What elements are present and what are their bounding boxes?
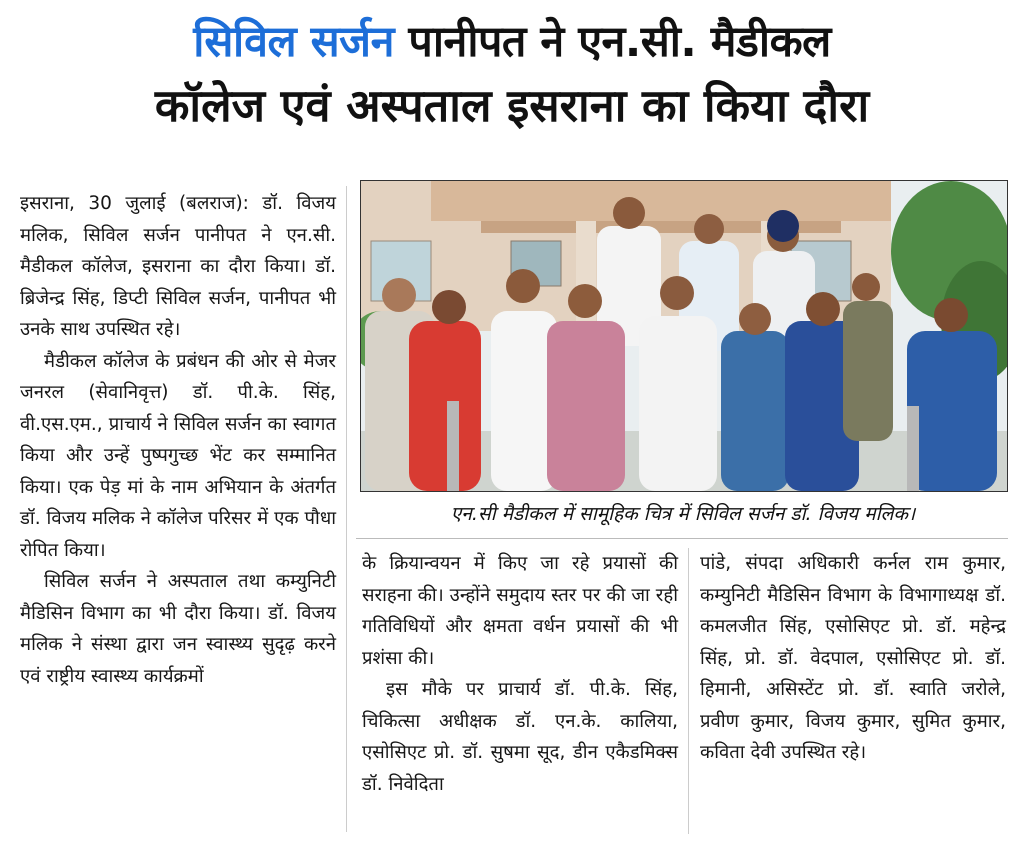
headline-line-1-rest: पानीपत ने एन.सी. मैडीकल [393,17,831,67]
group-photo [360,180,1008,492]
paragraph: सिविल सर्जन ने अस्पताल तथा कम्युनिटी मैडिसिन विभाग का भी दौरा किया। डॉ. विजय मलिक ने संस्था द्वारा जन स्वास्थ्य सुदृढ़ करने एवं राष्ट्रीय स्वास्थ्य कार्यक्रमों [20,571,336,687]
article-column-1 [20,188,336,692]
caption-divider [356,538,1008,539]
column-divider [346,186,347,832]
headline-line-1 [14,10,1010,74]
headline-line-2: कॉलेज एवं अस्पताल इसराना का किया दौरा [154,79,870,132]
paragraph: इसराना, 30 जुलाई (बलराज): डॉ. विजय मलिक, सिविल सर्जन पानीपत ने एन.सी. मैडीकल कॉलेज, इसराना का दौरा किया। डॉ. ब्रिजेन्द्र सिंह, डिप्टी सिविल सर्जन, पानीपत भी उनके साथ उपस्थित रहे। [20,193,336,340]
photo-caption: एन.सी मैडीकल में सामूहिक चित्र में सिविल सर्जन डॉ. विजय मलिक। [450,503,916,525]
paragraph: इस मौके पर प्राचार्य डॉ. पी.के. सिंह, चिकित्सा अधीक्षक डॉ. एन.के. कालिया, एसोसिएट प्रो. डॉ. सुषमा सूद, डीन एकैडमिक्स डॉ. निवेदिता [362,679,678,795]
article-column-2 [362,548,678,800]
paragraph: पांडे, संपदा अधिकारी कर्नल राम कुमार, कम्युनिटी मैडिसिन विभाग के विभागाध्यक्ष डॉ. कमलजीत सिंह, एसोसिएट प्रो. डॉ. महेन्द्र सिंह, प्रो. डॉ. वेदपाल, एसोसिएट प्रो. डॉ. हिमानी, असिस्टेंट प्रो. डॉ. स्वाति जरोले, प्रवीण कुमार, विजय कुमार, सुमित कुमार, कविता देवी उपस्थित रहे। [700,553,1006,763]
paragraph: मैडीकल कॉलेज के प्रबंधन की ओर से मेजर जनरल (सेवानिवृत्त) डॉ. पी.के. सिंह, वी.एस.एम., प्राचार्य ने सिविल सर्जन का स्वागत किया और उन्हें पुष्पगुच्छ भेंट कर सम्मानित किया। एक पेड़ मां के नाम अभियान के अंतर्गत डॉ. विजय मलिक ने कॉलेज परिसर में एक पौधा रोपित किया। [20,350,336,561]
article-column-3 [700,548,1006,769]
paragraph: के क्रियान्वयन में किए जा रहे प्रयासों की सराहना की। उन्होंने समुदाय स्तर पर की जा रही गतिविधियों और क्षमता वर्धन प्रयासों की भी प्रशंसा की। [362,553,678,669]
headline-accent: सिविल सर्जन [193,17,394,67]
headline [14,10,1010,138]
column-divider [688,548,689,834]
group-photo-illustration [361,181,1007,491]
